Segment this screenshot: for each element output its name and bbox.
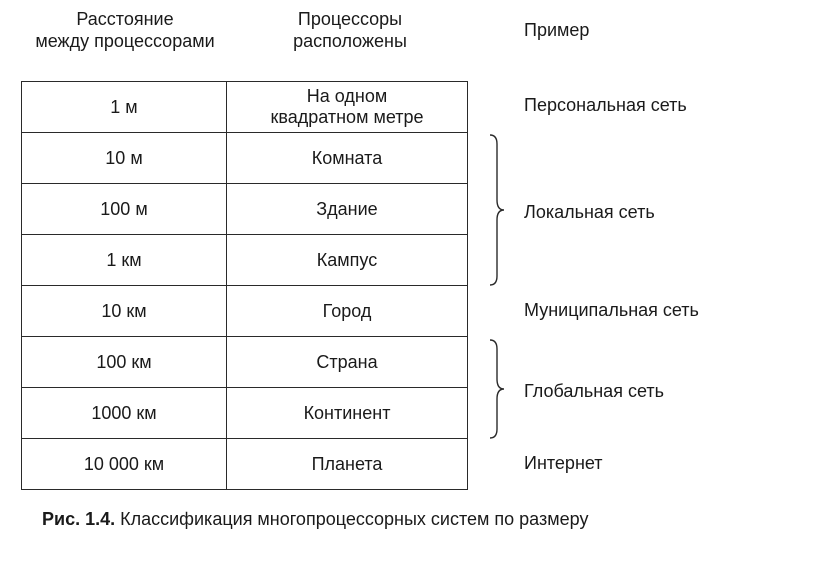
header-distance: Расстояние между процессорами [35,9,215,51]
location-cell: Комната [227,133,468,184]
location-cell: Кампус [227,235,468,286]
location-cell: Здание [227,184,468,235]
table-row [22,388,468,439]
location-cell: На одном квадратном метре [227,82,468,133]
distance-cell: 100 м [22,184,227,235]
table-row [22,337,468,388]
table-row [22,82,468,133]
distance-cell: 10 000 км [22,439,227,490]
distance-cell: 1 км [22,235,227,286]
example-municipal-network: Муниципальная сеть [524,300,699,320]
caption-number: Рис. 1.4. [42,509,116,529]
distance-cell: 10 км [22,286,227,337]
distance-cell: 1000 км [22,388,227,439]
example-personal-network: Персональная сеть [524,95,687,115]
header-location: Процессоры расположены [293,9,407,51]
brace-global-network-icon [488,339,512,439]
distance-cell: 100 км [22,337,227,388]
location-cell: Страна [227,337,468,388]
example-global-network: Глобальная сеть [524,381,664,401]
example-internet: Интернет [524,453,603,473]
header-example: Пример [524,20,590,40]
figure-caption [42,508,588,530]
brace-local-network-icon [488,134,512,286]
table-row [22,439,468,490]
example-local-network: Локальная сеть [524,202,655,222]
table-row [22,184,468,235]
table-row [22,133,468,184]
distance-cell: 10 м [22,133,227,184]
caption-text: Классификация многопроцессорных систем по размеру [120,509,589,529]
location-cell: Планета [227,439,468,490]
location-cell: Город [227,286,468,337]
classification-table [21,81,468,490]
table-row [22,235,468,286]
location-cell: Континент [227,388,468,439]
distance-cell: 1 м [22,82,227,133]
table-row [22,286,468,337]
